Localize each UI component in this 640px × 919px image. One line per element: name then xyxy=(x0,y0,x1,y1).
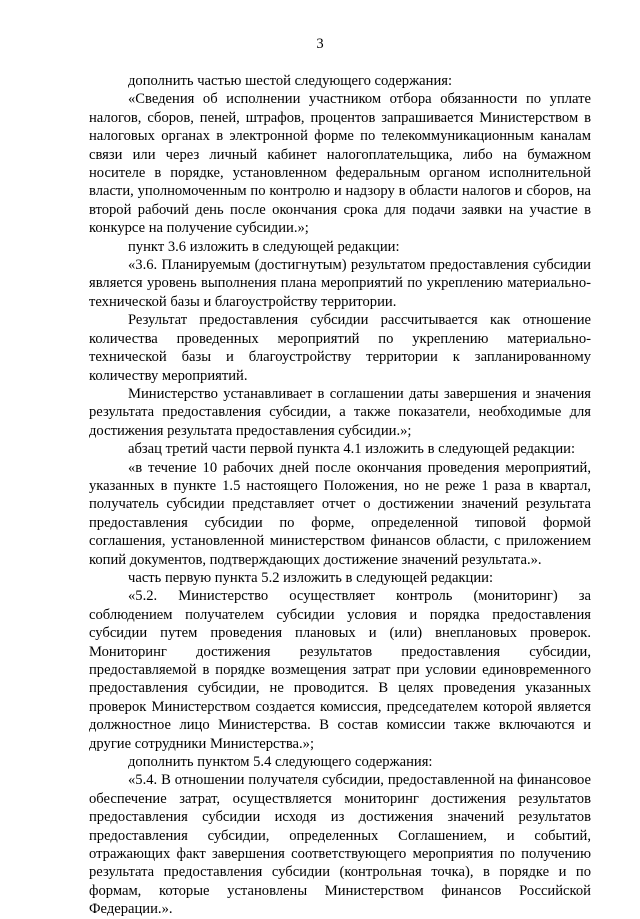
paragraph-add-part-six: дополнить частью шестой следующего содержания: xyxy=(128,73,453,89)
paragraph-clause-5-4-intro: дополнить пунктом 5.4 следующего содержания: xyxy=(128,754,433,771)
paragraph-clause-3-6: «3.6. Планируемым (достигнутым) результатом предоставления субсидии является уровень выполнения плана мероприятий по укреплению материально-технической базы и благоустройству территории. xyxy=(89,257,591,310)
paragraph-clause-5-2-intro: часть первую пункта 5.2 изложить в следующей редакции: xyxy=(128,569,493,586)
paragraph-clause-4-1-intro: абзац третий части первой пункта 4.1 изложить в следующей редакции: xyxy=(128,441,576,458)
paragraph-clause-5-2: «5.2. Министерство осуществляет контроль (мониторинг) за соблюдением получателем субсидии условия и порядка предоставления субсидии путем проведения плановых и (или) внеплановых проверок. Мониторинг достижения результатов предоставления субсидии, предоставляемой в порядке возмещения затрат при условии единовременного предоставления субсидии, не проводится. В целях проведения указанных проверок Министерством создается комиссия, председателем которой является должностное лицо Министерства. В состав комиссии также включаются и другие сотрудники Министерства.»; xyxy=(89,588,591,752)
paragraph-tax-info: «Сведения об исполнении участником отбора обязанности по уплате налогов, сборов, пеней, штрафов, процентов запрашивается Министерством в налоговых органах в электронной форме по телекоммуникационным каналам связи или через личный кабинет налогоплательщика, либо на бумажном носителе в порядке, установленном федеральным органом исполнительной власти, уполномоченным по контролю и надзору в области налогов и сборов, на второй рабочий день после окончания срока для подачи заявки на участие в конкурсе на получение субсидии.»; xyxy=(89,91,591,237)
document-body xyxy=(89,72,591,919)
paragraph-clause-3-6-intro: пункт 3.6 изложить в следующей редакции: xyxy=(128,238,400,255)
paragraph-result-calculation: Результат предоставления субсидии рассчитывается как отношение количества проведенных мероприятий по укреплению материально-технической базы и благоустройству территории к запланированному количеству мероприятий. xyxy=(89,312,591,384)
page-number: 3 xyxy=(316,36,324,52)
paragraph-report-deadline: «в течение 10 рабочих дней после окончания проведения мероприятий, указанных в пункте 1.5 настоящего Положения, но не реже 1 раза в квартал, получатель субсидии представляет отчет о достижении значений результата предоставления субсидии по форме, определенной типовой формой соглашения, установленной министерством финансов области, с приложением копий документов, подтверждающих достижение значений результата.». xyxy=(89,459,591,568)
paragraph-agreement-dates: Министерство устанавливает в соглашении даты завершения и значения результата предоставления субсидии, а также показатели, необходимые для достижения результата предоставления субсидии.»; xyxy=(89,385,591,439)
paragraph-clause-5-4: «5.4. В отношении получателя субсидии, предоставленной на финансовое обеспечение затрат, осуществляется мониторинг достижения результатов предоставления субсидии исходя из достижения значений результатов предоставления субсидии, определенных Соглашением, и событий, отражающих факт завершения соответствующего мероприятия по получению результата предоставления субсидии (контрольная точка), в порядке и по формам, которые установлены Министерством финансов Российской Федерации.». xyxy=(89,772,591,918)
